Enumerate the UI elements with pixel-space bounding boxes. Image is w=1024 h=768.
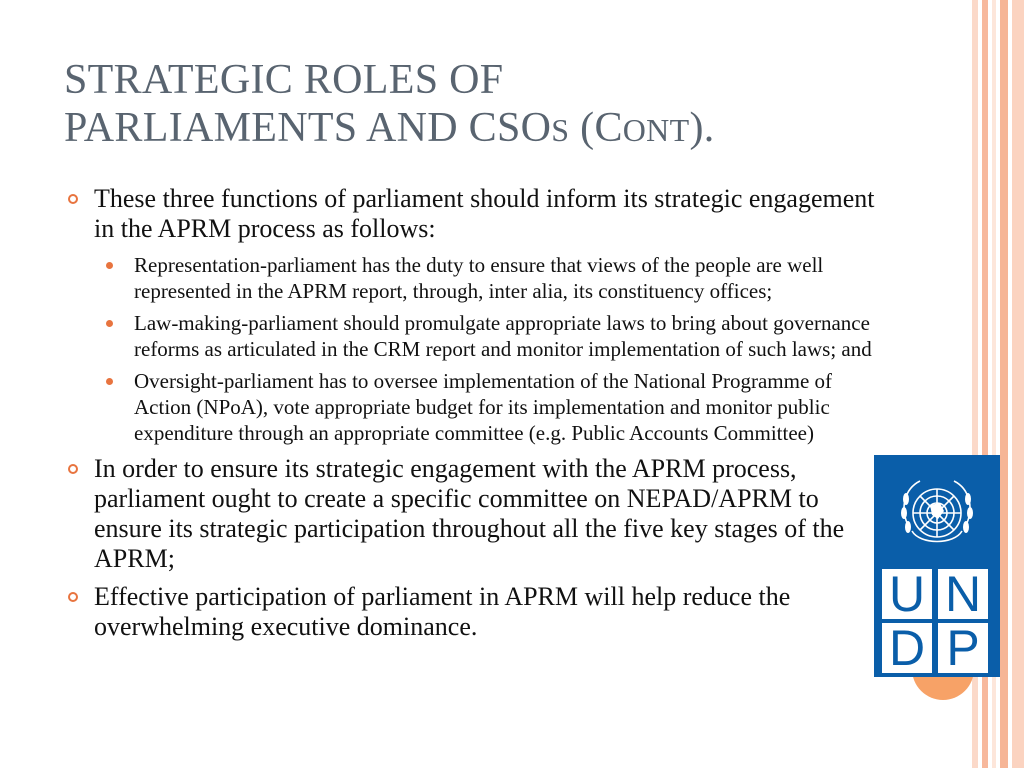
dot-bullet-icon: [106, 320, 113, 327]
bullet-text: These three functions of parliament should inform its strategic engagement in the APRM process as follows:: [94, 184, 875, 243]
ring-bullet-icon: [68, 464, 78, 474]
slide-title: [64, 56, 944, 154]
sub-bullet-list: [94, 252, 876, 446]
dot-bullet-icon: [106, 262, 113, 269]
title-line-1: STRATEGIC ROLES OF: [64, 57, 504, 103]
stripe: [1000, 0, 1008, 768]
sub-bullet-item: [94, 310, 876, 362]
undp-logo: [874, 455, 1000, 677]
sub-bullet-item: [94, 368, 876, 446]
sub-bullet-item: [94, 252, 876, 304]
title-smallcaps: S: [551, 112, 570, 148]
dot-bullet-icon: [106, 378, 113, 385]
title-line-2: [64, 105, 715, 151]
undp-letter-n: N: [938, 569, 988, 619]
bullet-item: [64, 184, 876, 446]
bullet-list: [64, 184, 876, 650]
bullet-text: Effective participation of parliament in APRM will help reduce the overwhelming executive dominance.: [94, 582, 791, 641]
sub-bullet-text: Oversight-parliament has to oversee implementation of the National Programme of Action (NPoA), vote appropriate budget for its implementation and monitor public expenditure through an appropriate committee (e.g. Public Accounts Committee): [134, 369, 833, 445]
un-emblem-icon: [890, 469, 984, 563]
sub-bullet-text: Representation-parliament has the duty to ensure that views of the people are well represented in the APRM report, through, inter alia, its constituency offices;: [134, 253, 824, 303]
undp-letter-p: P: [938, 623, 988, 673]
ring-bullet-icon: [68, 592, 78, 602]
bullet-item: [64, 454, 876, 574]
sub-bullet-text: Law-making-parliament should promulgate appropriate laws to bring about governance reforms as articulated in the CRM report and monitor implementation of such laws; and: [134, 311, 872, 361]
bullet-item: [64, 582, 876, 642]
title-text: ).: [689, 105, 715, 151]
undp-letter-d: D: [882, 623, 932, 673]
stripe: [1012, 0, 1024, 768]
title-smallcaps: ONT: [622, 112, 690, 148]
bullet-text: In order to ensure its strategic engagement with the APRM process, parliament ought to create a specific committee on NEPAD/APRM to ensure its strategic participation throughout all the five key stages of the APRM;: [94, 454, 845, 573]
undp-letter-u: U: [882, 569, 932, 619]
title-text: (C: [569, 105, 623, 151]
ring-bullet-icon: [68, 194, 78, 204]
title-text: PARLIAMENTS AND CSO: [64, 105, 552, 151]
